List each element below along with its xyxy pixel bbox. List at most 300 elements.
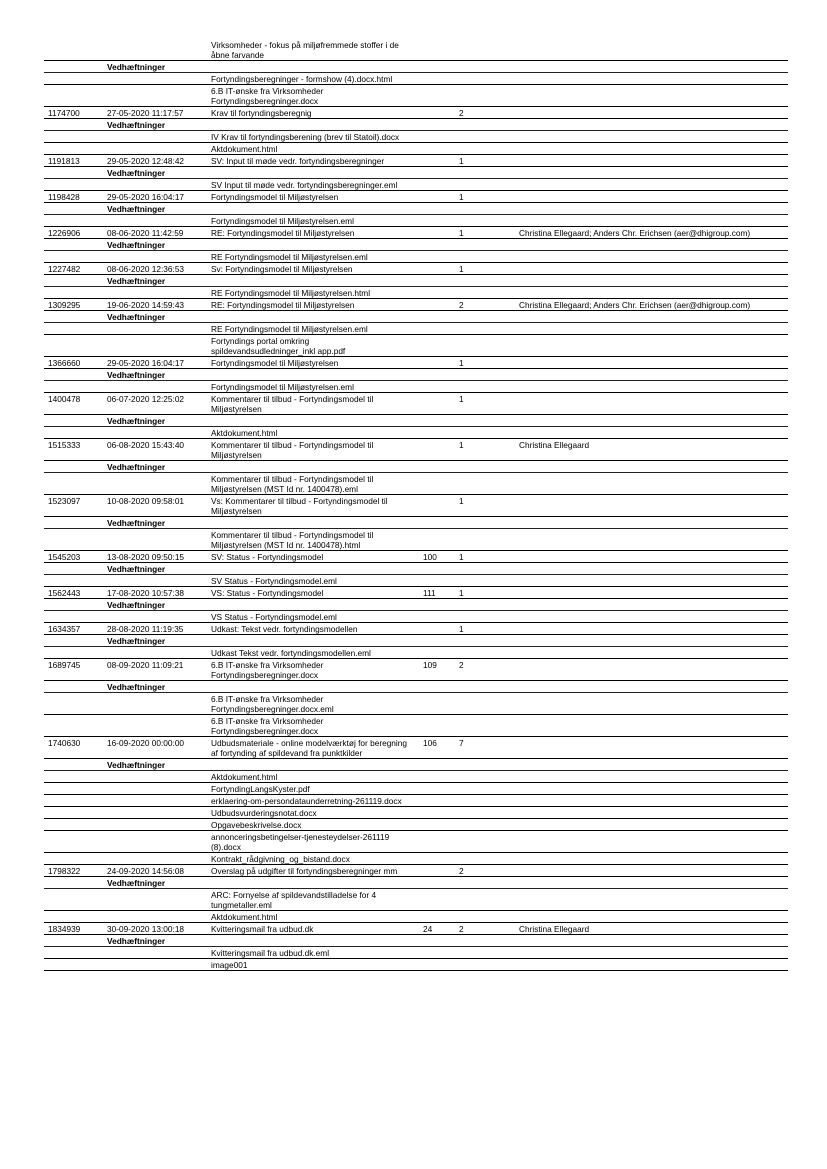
attachment-filename: 6.B IT-ønske fra Virksomheder Fortyndingsberegninger.docx.eml bbox=[211, 694, 334, 714]
record-date: 08-06-2020 11:42:59 bbox=[107, 228, 184, 238]
attachment-filename: RE Fortyndingsmodel til Miljøstyrelsen.html bbox=[211, 288, 371, 298]
attachment-filename: Udkast Tekst vedr. fortyndingsmodellen.eml bbox=[211, 648, 371, 658]
record-id: 1174700 bbox=[48, 108, 80, 118]
attachments-label: Vedhæftninger bbox=[107, 878, 166, 888]
spacer bbox=[103, 819, 207, 830]
spacer bbox=[207, 517, 419, 528]
attachments-header-row bbox=[44, 877, 788, 889]
spacer bbox=[103, 853, 207, 864]
attachment-row bbox=[44, 575, 788, 587]
attachments-label: Vedhæftninger bbox=[107, 600, 166, 610]
record-number bbox=[419, 155, 459, 166]
spacer bbox=[103, 85, 207, 106]
spacer bbox=[44, 693, 103, 714]
record-date: 29-05-2020 16:04:17 bbox=[107, 358, 185, 368]
record-recipients bbox=[515, 865, 788, 876]
attachment-row bbox=[44, 795, 788, 807]
spacer bbox=[207, 415, 419, 426]
attachment-filename: Fortyndingsmodel til Miljøstyrelsen.eml bbox=[211, 216, 354, 226]
record-attachment-count: 7 bbox=[459, 738, 464, 748]
spacer bbox=[44, 807, 103, 818]
record-number: 24 bbox=[423, 924, 433, 934]
spacer bbox=[44, 61, 103, 72]
attachment-filename: Kommentarer til tilbud - Fortyndingsmodel til Miljøstyrelsen (MST Id nr. 1400478).html bbox=[211, 530, 374, 550]
attachment-row bbox=[44, 911, 788, 923]
attachment-filename: Kommentarer til tilbud - Fortyndingsmodel til Miljøstyrelsen (MST Id nr. 1400478).eml bbox=[211, 474, 374, 494]
spacer bbox=[103, 381, 207, 392]
record-id: 1562443 bbox=[48, 588, 81, 598]
spacer bbox=[44, 611, 103, 622]
attachments-label: Vedhæftninger bbox=[107, 312, 166, 322]
attachments-label: Vedhæftninger bbox=[107, 370, 166, 380]
spacer bbox=[103, 959, 207, 970]
attachments-header-row bbox=[44, 461, 788, 473]
spacer bbox=[44, 239, 103, 250]
record-row bbox=[44, 393, 788, 415]
document-table bbox=[44, 39, 788, 971]
spacer bbox=[44, 85, 103, 106]
attachment-filename: Opgavebeskrivelse.docx bbox=[211, 820, 302, 830]
attachments-header-row bbox=[44, 759, 788, 771]
attachments-header-row bbox=[44, 119, 788, 131]
attachments-label: Vedhæftninger bbox=[107, 682, 166, 692]
attachment-filename: VS Status - Fortyndingsmodel.eml bbox=[211, 612, 337, 622]
record-recipients bbox=[515, 737, 788, 758]
attachment-filename: Fortyndings portal omkring spildevandsudledninger_inkl app.pdf bbox=[211, 336, 346, 356]
record-number: 111 bbox=[423, 588, 436, 598]
attachment-row bbox=[44, 807, 788, 819]
record-id: 1740630 bbox=[48, 738, 81, 748]
record-attachment-count: 1 bbox=[459, 358, 464, 368]
attachments-header-row bbox=[44, 935, 788, 947]
record-title: Fortyndingsmodel til Miljøstyrelsen bbox=[211, 358, 339, 368]
record-date: 29-05-2020 12:48:42 bbox=[107, 156, 185, 166]
spacer bbox=[103, 39, 207, 60]
attachment-row bbox=[44, 131, 788, 143]
spacer bbox=[207, 167, 419, 178]
record-recipients: Christina Ellegaard; Anders Chr. Erichsen (aer@dhigroup.com) bbox=[519, 228, 751, 238]
attachments-header-row bbox=[44, 275, 788, 287]
record-number bbox=[419, 865, 459, 876]
record-recipients bbox=[515, 107, 788, 118]
attachment-row bbox=[44, 715, 788, 737]
record-attachment-count: 2 bbox=[459, 108, 464, 118]
spacer bbox=[103, 771, 207, 782]
attachment-filename: SV Input til møde vedr. fortyndingsberegninger.eml bbox=[211, 180, 398, 190]
spacer bbox=[44, 935, 103, 946]
record-title: 6.B IT-ønske fra Virksomheder Fortyndingsberegninger.docx bbox=[211, 660, 324, 680]
spacer bbox=[207, 935, 419, 946]
spacer bbox=[44, 311, 103, 322]
spacer bbox=[207, 461, 419, 472]
record-row bbox=[44, 659, 788, 681]
record-number bbox=[419, 263, 459, 274]
attachment-row bbox=[44, 473, 788, 495]
attachment-filename: image001 bbox=[211, 960, 248, 970]
spacer bbox=[103, 831, 207, 852]
spacer bbox=[103, 335, 207, 356]
attachments-label: Vedhæftninger bbox=[107, 62, 166, 72]
spacer bbox=[103, 575, 207, 586]
attachment-row bbox=[44, 783, 788, 795]
record-title: RE: Fortyndingsmodel til Miljøstyrelsen bbox=[211, 228, 355, 238]
spacer bbox=[44, 889, 103, 910]
spacer bbox=[103, 143, 207, 154]
attachment-row bbox=[44, 771, 788, 783]
spacer bbox=[207, 599, 419, 610]
record-title: RE: Fortyndingsmodel til Miljøstyrelsen bbox=[211, 300, 355, 310]
record-title: Fortyndingsmodel til Miljøstyrelsen bbox=[211, 192, 339, 202]
spacer bbox=[103, 947, 207, 958]
spacer bbox=[103, 911, 207, 922]
record-attachment-count: 1 bbox=[459, 440, 464, 450]
record-id: 1689745 bbox=[48, 660, 81, 670]
spacer bbox=[44, 131, 103, 142]
attachments-header-row bbox=[44, 517, 788, 529]
record-number bbox=[419, 439, 459, 460]
attachments-header-row bbox=[44, 239, 788, 251]
spacer bbox=[207, 681, 419, 692]
attachments-header-row bbox=[44, 681, 788, 693]
spacer bbox=[103, 889, 207, 910]
spacer bbox=[44, 715, 103, 736]
record-id: 1798322 bbox=[48, 866, 81, 876]
spacer bbox=[44, 287, 103, 298]
spacer bbox=[103, 693, 207, 714]
record-title: VS: Status - Fortyndingsmodel bbox=[211, 588, 324, 598]
record-id: 1366660 bbox=[48, 358, 81, 368]
attachment-filename: ARC: Fornyelse af spildevandstilladelse for 4 tungmetaller.eml bbox=[211, 890, 377, 910]
record-attachment-count: 1 bbox=[459, 192, 464, 202]
record-attachment-count: 1 bbox=[459, 552, 464, 562]
record-date: 29-05-2020 16:04:17 bbox=[107, 192, 185, 202]
spacer bbox=[44, 39, 103, 60]
record-title: Kvitteringsmail fra udbud.dk bbox=[211, 924, 314, 934]
record-id: 1515333 bbox=[48, 440, 81, 450]
record-recipients bbox=[515, 495, 788, 516]
record-row bbox=[44, 737, 788, 759]
spacer bbox=[44, 681, 103, 692]
spacer bbox=[103, 323, 207, 334]
spacer bbox=[44, 647, 103, 658]
attachment-filename: Aktdokument.html bbox=[211, 772, 278, 782]
spacer bbox=[44, 119, 103, 130]
spacer bbox=[103, 287, 207, 298]
record-title: Udkast: Tekst vedr. fortyndingsmodellen bbox=[211, 624, 358, 634]
record-recipients bbox=[515, 587, 788, 598]
record-date: 24-09-2020 14:56:08 bbox=[107, 866, 185, 876]
attachment-filename: annonceringsbetingelser-tjenesteydelser-261119 (8).docx bbox=[211, 832, 390, 852]
attachment-filename: IV Krav til fortyndingsberening (brev til Statoil).docx bbox=[211, 132, 400, 142]
spacer bbox=[103, 611, 207, 622]
record-date: 08-06-2020 12:36:53 bbox=[107, 264, 185, 274]
attachment-filename: FortyndingLangsKyster.pdf bbox=[211, 784, 310, 794]
attachment-row bbox=[44, 529, 788, 551]
spacer bbox=[44, 877, 103, 888]
record-recipients bbox=[515, 623, 788, 634]
spacer bbox=[103, 427, 207, 438]
spacer bbox=[44, 251, 103, 262]
record-row bbox=[44, 227, 788, 239]
attachments-header-row bbox=[44, 635, 788, 647]
record-row bbox=[44, 263, 788, 275]
spacer bbox=[103, 473, 207, 494]
attachments-label: Vedhæftninger bbox=[107, 204, 166, 214]
record-number: 100 bbox=[423, 552, 437, 562]
record-number: 109 bbox=[423, 660, 437, 670]
record-date: 06-08-2020 15:43:40 bbox=[107, 440, 185, 450]
spacer bbox=[207, 369, 419, 380]
record-title: Udbudsmateriale - online modelværktøj for beregning af fortynding af spildevand fra punktkilder bbox=[211, 738, 407, 758]
record-attachment-count: 1 bbox=[459, 496, 464, 506]
record-id: 1834939 bbox=[48, 924, 81, 934]
attachment-filename: Udbudsvurderingsnotat.docx bbox=[211, 808, 317, 818]
record-date: 28-08-2020 11:19:35 bbox=[107, 624, 184, 634]
record-row bbox=[44, 299, 788, 311]
record-attachment-count: 1 bbox=[459, 624, 464, 634]
record-id: 1634357 bbox=[48, 624, 81, 634]
spacer bbox=[207, 61, 419, 72]
record-recipients bbox=[515, 551, 788, 562]
attachment-row bbox=[44, 335, 788, 357]
spacer bbox=[103, 647, 207, 658]
attachment-row bbox=[44, 819, 788, 831]
record-id: 1309295 bbox=[48, 300, 81, 310]
attachments-label: Vedhæftninger bbox=[107, 936, 166, 946]
spacer bbox=[44, 771, 103, 782]
attachment-filename: Aktdokument.html bbox=[211, 912, 278, 922]
attachment-filename: Aktdokument.html bbox=[211, 144, 278, 154]
attachments-header-row bbox=[44, 563, 788, 575]
record-number bbox=[419, 227, 459, 238]
attachments-label: Vedhæftninger bbox=[107, 760, 166, 770]
attachment-row bbox=[44, 73, 788, 85]
spacer bbox=[44, 853, 103, 864]
attachments-header-row bbox=[44, 311, 788, 323]
spacer bbox=[103, 807, 207, 818]
record-recipients: Christina Ellegaard bbox=[519, 924, 590, 934]
spacer bbox=[44, 575, 103, 586]
record-attachment-count: 2 bbox=[459, 924, 464, 934]
spacer bbox=[44, 275, 103, 286]
record-title: Kommentarer til tilbud - Fortyndingsmodel til Miljøstyrelsen bbox=[211, 440, 374, 460]
record-title: Overslag på udgifter til fortyndingsberegninger mm bbox=[211, 866, 398, 876]
spacer bbox=[44, 381, 103, 392]
spacer bbox=[44, 143, 103, 154]
attachments-header-row bbox=[44, 369, 788, 381]
attachment-row bbox=[44, 143, 788, 155]
record-date: 19-06-2020 14:59:43 bbox=[107, 300, 185, 310]
spacer bbox=[207, 203, 419, 214]
spacer bbox=[103, 251, 207, 262]
record-row bbox=[44, 865, 788, 877]
attachment-filename: 6.B IT-ønske fra Virksomheder Fortyndingsberegninger.docx bbox=[211, 86, 324, 106]
spacer bbox=[207, 275, 419, 286]
attachment-row bbox=[44, 39, 788, 61]
spacer bbox=[44, 947, 103, 958]
attachments-label: Vedhæftninger bbox=[107, 240, 166, 250]
spacer bbox=[44, 335, 103, 356]
record-recipients bbox=[515, 357, 788, 368]
spacer bbox=[103, 715, 207, 736]
record-date: 30-09-2020 13:00:18 bbox=[107, 924, 185, 934]
record-date: 27-05-2020 11:17:57 bbox=[107, 108, 184, 118]
record-recipients bbox=[515, 191, 788, 202]
attachment-row bbox=[44, 693, 788, 715]
attachment-filename: Kontrakt_rådgivning_og_bistand.docx bbox=[211, 854, 350, 864]
spacer bbox=[44, 795, 103, 806]
attachments-label: Vedhæftninger bbox=[107, 636, 166, 646]
attachment-row bbox=[44, 889, 788, 911]
record-row bbox=[44, 495, 788, 517]
spacer bbox=[103, 131, 207, 142]
spacer bbox=[44, 529, 103, 550]
record-title: Kommentarer til tilbud - Fortyndingsmodel til Miljøstyrelsen bbox=[211, 394, 374, 414]
attachment-row bbox=[44, 287, 788, 299]
attachment-row bbox=[44, 427, 788, 439]
record-id: 1191813 bbox=[48, 156, 80, 166]
spacer bbox=[44, 819, 103, 830]
spacer bbox=[103, 179, 207, 190]
record-attachment-count: 1 bbox=[459, 264, 464, 274]
spacer bbox=[103, 73, 207, 84]
spacer bbox=[44, 427, 103, 438]
attachments-label: Vedhæftninger bbox=[107, 518, 166, 528]
record-date: 08-09-2020 11:09:21 bbox=[107, 660, 184, 670]
spacer bbox=[44, 517, 103, 528]
record-row bbox=[44, 439, 788, 461]
record-row bbox=[44, 155, 788, 167]
record-recipients bbox=[515, 263, 788, 274]
record-number bbox=[419, 393, 459, 414]
attachments-header-row bbox=[44, 599, 788, 611]
record-attachment-count: 1 bbox=[459, 156, 464, 166]
attachment-filename: Fortyndingsmodel til Miljøstyrelsen.eml bbox=[211, 382, 354, 392]
record-recipients: Christina Ellegaard bbox=[519, 440, 590, 450]
attachments-header-row bbox=[44, 203, 788, 215]
record-attachment-count: 2 bbox=[459, 866, 464, 876]
attachment-row bbox=[44, 323, 788, 335]
attachment-filename: RE Fortyndingsmodel til Miljøstyrelsen.eml bbox=[211, 252, 368, 262]
attachment-filename: 6.B IT-ønske fra Virksomheder Fortyndingsberegninger.docx bbox=[211, 716, 324, 736]
record-row bbox=[44, 191, 788, 203]
record-date: 10-08-2020 09:58:01 bbox=[107, 496, 185, 506]
spacer bbox=[44, 599, 103, 610]
record-date: 17-08-2020 10:57:38 bbox=[107, 588, 185, 598]
attachment-row bbox=[44, 831, 788, 853]
spacer bbox=[44, 369, 103, 380]
spacer bbox=[44, 203, 103, 214]
spacer bbox=[44, 911, 103, 922]
record-title: Vs: Kommentarer til tilbud - Fortyndingsmodel til Miljøstyrelsen bbox=[211, 496, 388, 516]
attachment-row bbox=[44, 647, 788, 659]
spacer bbox=[44, 831, 103, 852]
record-number bbox=[419, 623, 459, 634]
record-number: 106 bbox=[423, 738, 437, 748]
record-date: 13-08-2020 09:50:15 bbox=[107, 552, 185, 562]
record-attachment-count: 2 bbox=[459, 300, 464, 310]
attachments-header-row bbox=[44, 167, 788, 179]
spacer bbox=[207, 119, 419, 130]
spacer bbox=[207, 239, 419, 250]
record-recipients bbox=[515, 659, 788, 680]
spacer bbox=[44, 461, 103, 472]
attachment-row bbox=[44, 85, 788, 107]
attachment-row bbox=[44, 251, 788, 263]
attachment-filename: erklaering-om-persondataunderretning-261119.docx bbox=[211, 796, 402, 806]
spacer bbox=[44, 563, 103, 574]
spacer bbox=[207, 759, 419, 770]
attachment-row bbox=[44, 381, 788, 393]
record-number bbox=[419, 357, 459, 368]
record-recipients: Christina Ellegaard; Anders Chr. Erichsen (aer@dhigroup.com) bbox=[519, 300, 751, 310]
record-id: 1523097 bbox=[48, 496, 81, 506]
record-recipients bbox=[515, 155, 788, 166]
attachments-label: Vedhæftninger bbox=[107, 564, 166, 574]
spacer bbox=[44, 783, 103, 794]
spacer bbox=[44, 635, 103, 646]
attachments-label: Vedhæftninger bbox=[107, 416, 166, 426]
attachment-filename: Aktdokument.html bbox=[211, 428, 278, 438]
record-id: 1198428 bbox=[48, 192, 80, 202]
record-recipients bbox=[515, 393, 788, 414]
record-row bbox=[44, 587, 788, 599]
record-attachment-count: 1 bbox=[459, 394, 464, 404]
spacer bbox=[44, 415, 103, 426]
spacer bbox=[44, 323, 103, 334]
spacer bbox=[44, 215, 103, 226]
attachment-filename: RE Fortyndingsmodel til Miljøstyrelsen.eml bbox=[211, 324, 368, 334]
record-number bbox=[419, 299, 459, 310]
attachments-header-row bbox=[44, 61, 788, 73]
record-row bbox=[44, 551, 788, 563]
record-row bbox=[44, 923, 788, 935]
attachments-header-row bbox=[44, 415, 788, 427]
record-row bbox=[44, 107, 788, 119]
attachments-label: Vedhæftninger bbox=[107, 168, 166, 178]
attachment-row bbox=[44, 611, 788, 623]
record-id: 1400478 bbox=[48, 394, 81, 404]
attachment-filename: Kvitteringsmail fra udbud.dk.eml bbox=[211, 948, 330, 958]
spacer bbox=[103, 215, 207, 226]
record-attachment-count: 1 bbox=[459, 588, 464, 598]
record-number bbox=[419, 495, 459, 516]
record-attachment-count: 1 bbox=[459, 228, 464, 238]
attachment-row bbox=[44, 853, 788, 865]
attachment-row bbox=[44, 179, 788, 191]
attachment-row bbox=[44, 947, 788, 959]
record-id: 1226906 bbox=[48, 228, 81, 238]
record-date: 16-09-2020 00:00:00 bbox=[107, 738, 185, 748]
spacer bbox=[44, 959, 103, 970]
record-title: Krav til fortyndingsberegnig bbox=[211, 108, 312, 118]
spacer bbox=[44, 73, 103, 84]
attachment-filename: SV Status - Fortyndingsmodel.eml bbox=[211, 576, 337, 586]
record-row bbox=[44, 357, 788, 369]
spacer bbox=[207, 877, 419, 888]
record-number bbox=[419, 191, 459, 202]
spacer bbox=[103, 783, 207, 794]
record-title: Sv: Fortyndingsmodel til Miljøstyrelsen bbox=[211, 264, 353, 274]
record-date: 06-07-2020 12:25:02 bbox=[107, 394, 185, 404]
attachments-label: Vedhæftninger bbox=[107, 120, 166, 130]
spacer bbox=[207, 311, 419, 322]
spacer bbox=[44, 473, 103, 494]
attachments-label: Vedhæftninger bbox=[107, 276, 166, 286]
record-title: SV: Input til møde vedr. fortyndingsberegninger bbox=[211, 156, 385, 166]
record-id: 1227482 bbox=[48, 264, 81, 274]
spacer bbox=[207, 563, 419, 574]
